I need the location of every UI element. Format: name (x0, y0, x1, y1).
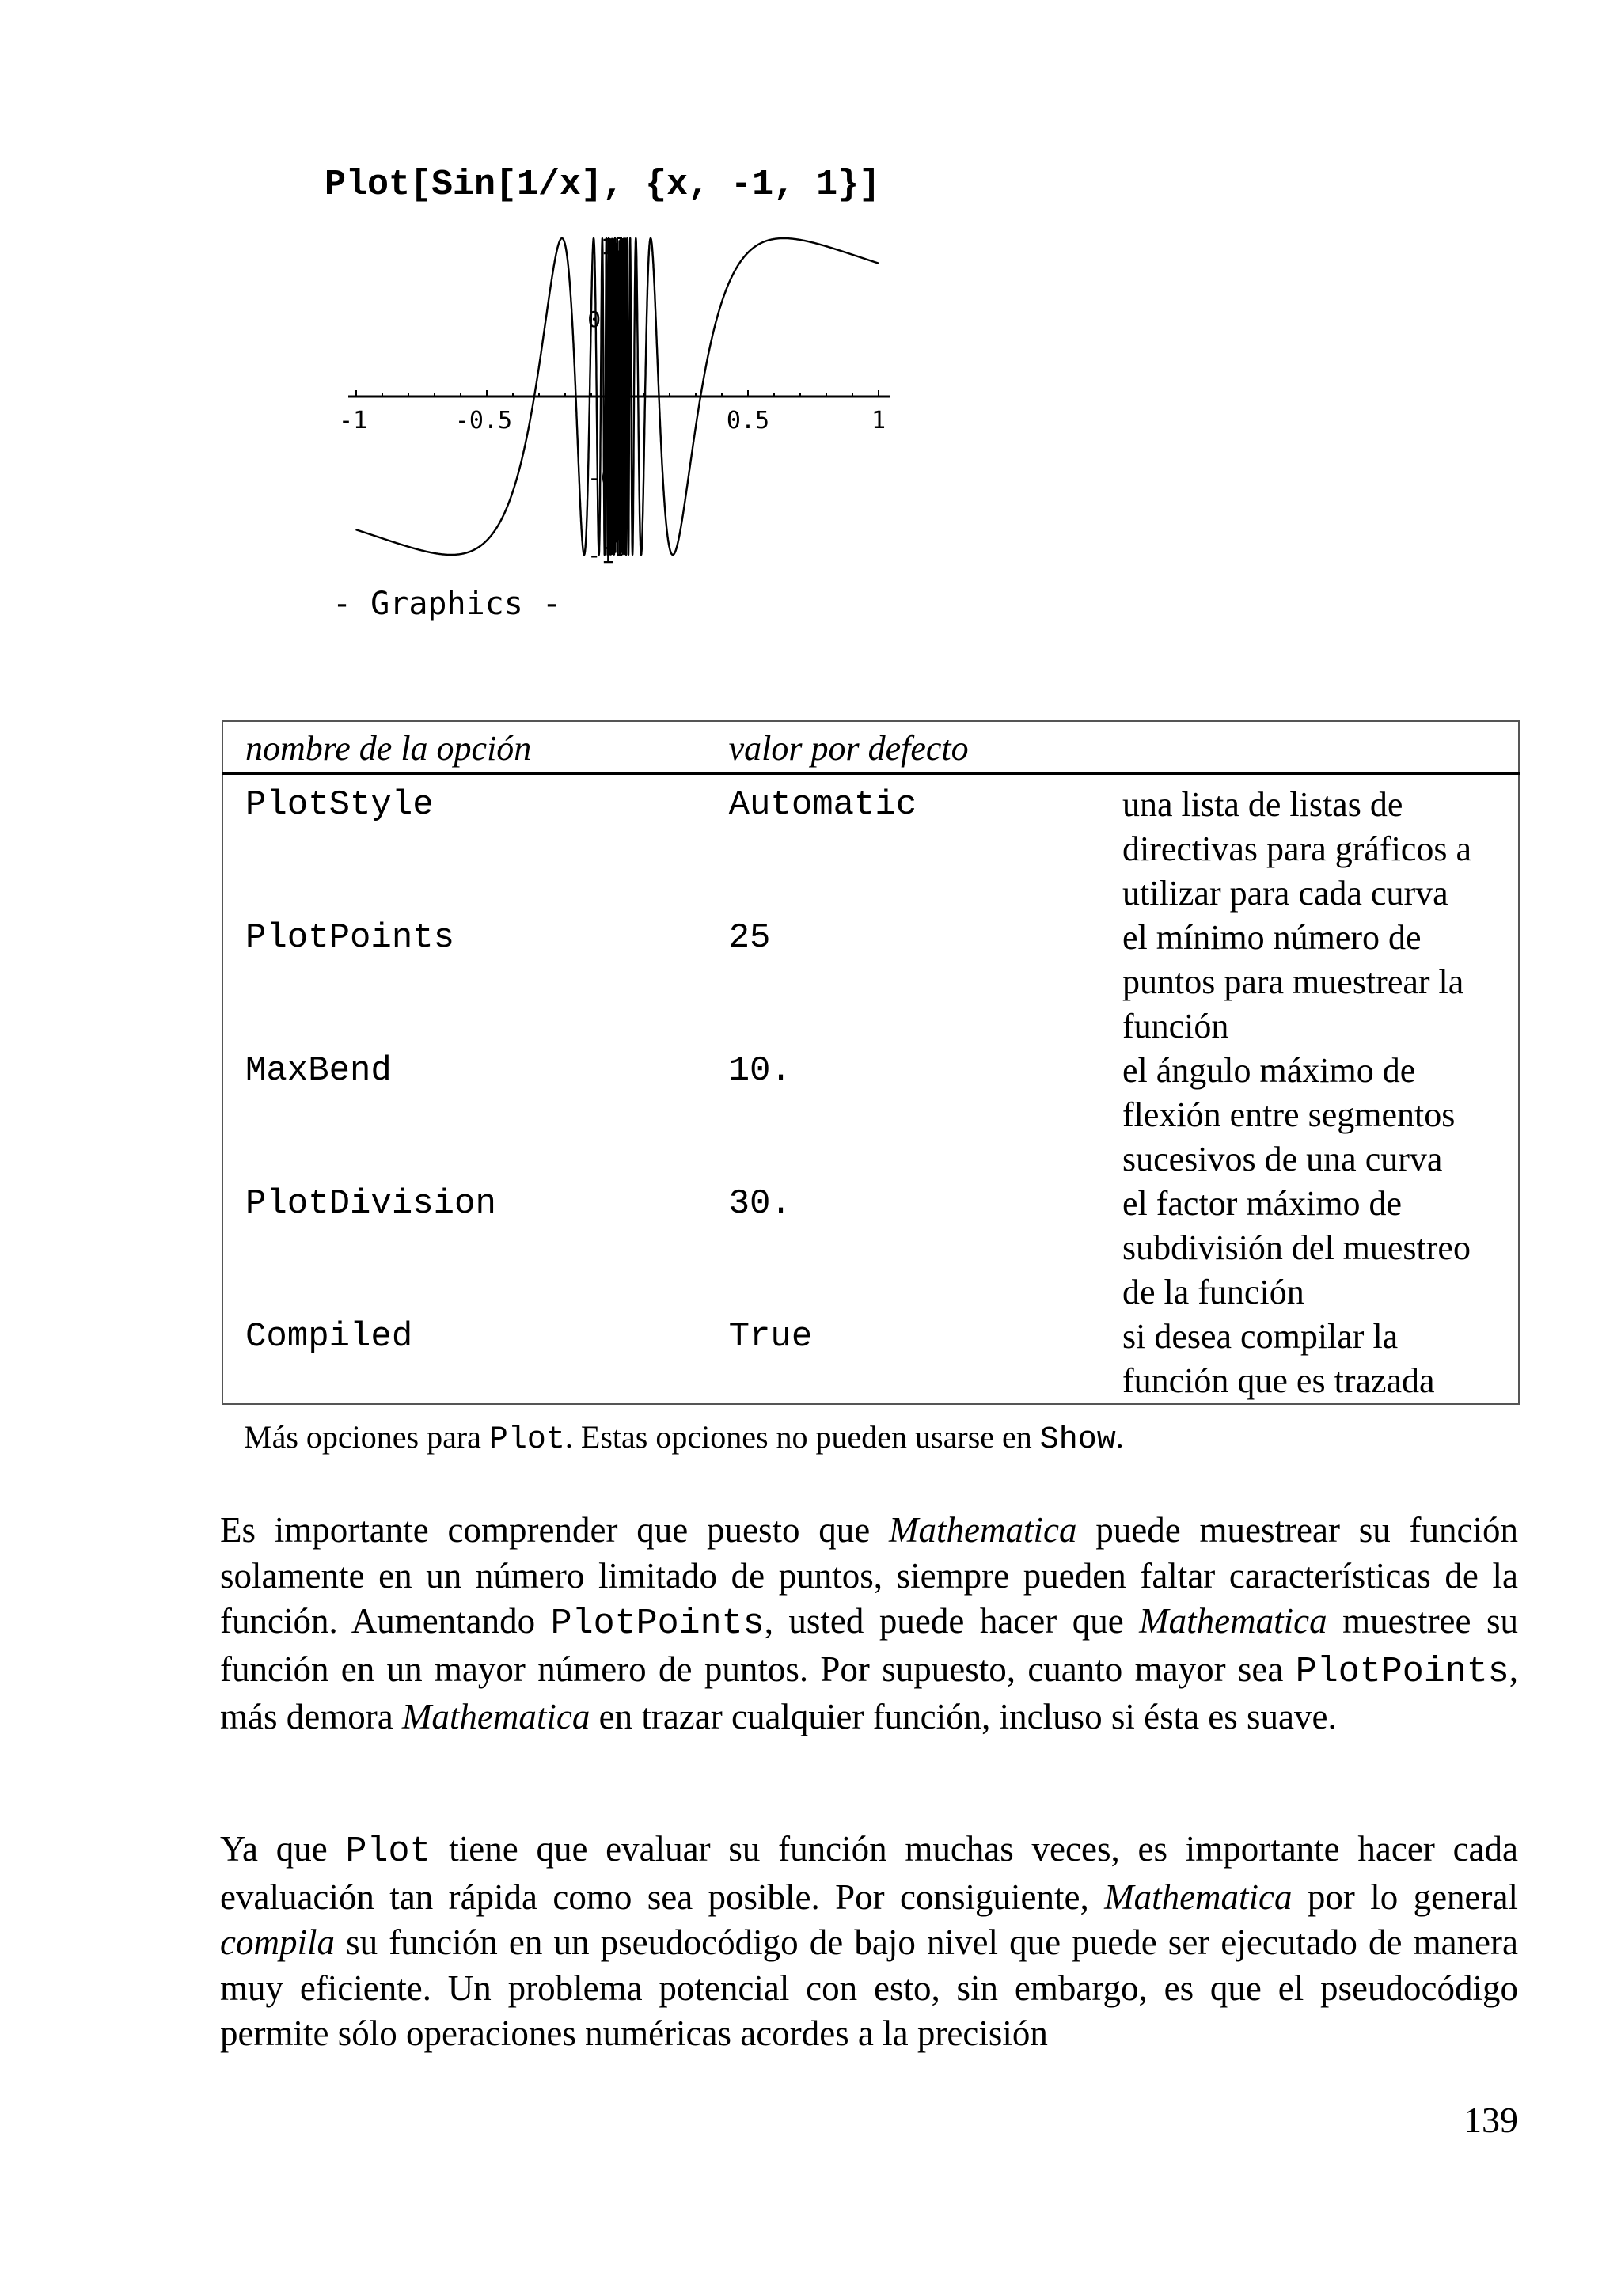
text-run: Es importante comprender que puesto que (220, 1510, 890, 1550)
option-default: True (728, 1317, 813, 1357)
option-name: MaxBend (245, 1051, 392, 1091)
page-number: 139 (1463, 2100, 1518, 2140)
table-row (222, 1049, 1519, 1182)
table-row (222, 916, 1519, 1049)
text-run: su función en un pseudocódigo de bajo nivel que puede ser ejecutado de manera muy eficiente. Un problema potencial con esto, sin embargo, es que el pseudocódigo permite sólo operaciones numéricas acordes a la precisión (220, 1922, 1518, 2053)
x-tick-label: -0.5 (454, 407, 513, 435)
option-description: si desea compilar la función que es trazada (1122, 1317, 1435, 1400)
table-row (222, 774, 1519, 917)
inline-code: Plot (345, 1831, 431, 1872)
option-default: Automatic (728, 785, 917, 825)
y-tick-label: 0. (587, 306, 614, 332)
body-paragraph-2 (220, 1827, 1518, 2057)
text-run: por lo general (1292, 1877, 1518, 1917)
emphasis-text: compila (220, 1922, 335, 1962)
emphasis-text: Mathematica (401, 1697, 590, 1736)
option-name: PlotDivision (245, 1184, 496, 1224)
option-default: 25 (728, 918, 771, 958)
text-run: puede muestrear su función solamente en un número limitado de puntos, siempre pueden faltar características de la función. Aumentando (220, 1510, 1518, 1641)
column-header-description (1122, 721, 1519, 774)
graphics-output-label: - Graphics - (332, 586, 561, 622)
emphasis-text: Mathematica (889, 1510, 1077, 1550)
table-caption (244, 1418, 1124, 1458)
y-tick-label: -0 (587, 465, 614, 491)
option-name: Compiled (245, 1317, 413, 1357)
caption-text: . Estas opciones no pueden usarse en (564, 1419, 1040, 1455)
option-description: el factor máximo de subdivisión del muestreo de la función (1122, 1184, 1471, 1311)
option-default: 30. (728, 1184, 792, 1224)
caption-code: Plot (488, 1422, 565, 1458)
option-name: PlotStyle (245, 785, 434, 825)
x-tick-label: -1 (338, 407, 368, 435)
table-header-row (222, 721, 1519, 774)
caption-code: Show (1039, 1422, 1116, 1458)
column-header-default-value: valor por defecto (707, 721, 1122, 774)
text-run: tiene que evaluar su función muchas veces, es importante hacer cada evaluación tan rápida como sea posible. Por consiguiente, (220, 1829, 1518, 1917)
emphasis-text: Mathematica (1104, 1877, 1293, 1917)
inline-code: PlotPoints (550, 1603, 765, 1644)
text-run: , más demora (220, 1649, 1518, 1736)
caption-text: Más opciones para (244, 1419, 489, 1455)
x-tick-label: 1 (871, 407, 886, 435)
caption-text: . (1115, 1419, 1124, 1455)
y-tick-label: 1 (601, 233, 614, 260)
x-axis-ticks (356, 390, 879, 397)
option-default: 10. (728, 1051, 792, 1091)
plot-options-table (222, 720, 1520, 1405)
option-description: una lista de listas de directivas para gráficos a utilizar para cada curva (1122, 785, 1471, 913)
y-tick-label: -1 (587, 542, 614, 568)
inline-code: PlotPoints (1295, 1651, 1509, 1692)
sin-inverse-plot (332, 226, 902, 578)
table-row (222, 1315, 1519, 1404)
x-tick-label: 0.5 (726, 407, 770, 435)
text-run: , usted puede hacer que (764, 1601, 1140, 1641)
option-name: PlotPoints (245, 918, 455, 958)
body-paragraph-1 (220, 1508, 1518, 1740)
text-run: muestree su función en un mayor número de puntos. Por supuesto, cuanto mayor sea (220, 1601, 1518, 1689)
text-run: en trazar cualquier función, incluso si ésta es suave. (590, 1697, 1337, 1736)
table-row (222, 1182, 1519, 1315)
column-header-option-name: nombre de la opción (222, 721, 707, 774)
option-description: el mínimo número de puntos para muestrear la función (1122, 918, 1464, 1046)
option-description: el ángulo máximo de flexión entre segmentos sucesivos de una curva (1122, 1051, 1456, 1178)
input-cell-code: Plot[Sin[1/x], {x, -1, 1}] (325, 165, 881, 205)
emphasis-text: Mathematica (1139, 1601, 1327, 1641)
text-run: Ya que (220, 1829, 346, 1869)
